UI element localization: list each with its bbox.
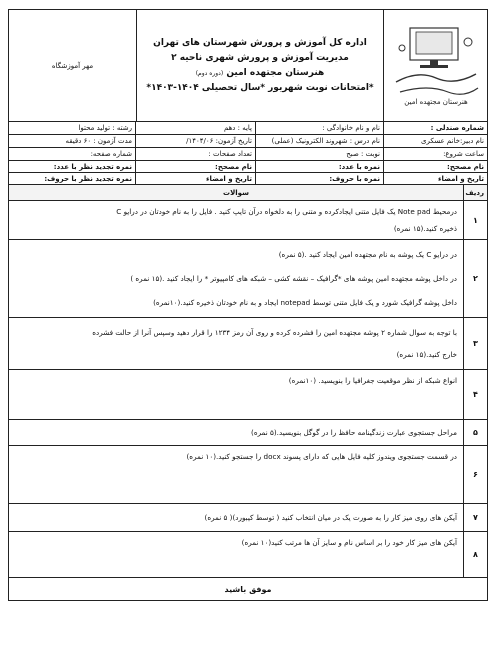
question-number: ۸ [464,532,488,578]
school-logo [384,10,488,122]
review-score-numeric: نمره تجدید نظر با عدد: [9,161,136,173]
question-text: مراحل جستجوی عبارت زندگینامه حافظ را در گوگل بنویسید.(۵ نمره) [9,420,464,446]
svg-text:هنرستان مجتهده امین: هنرستان مجتهده امین [403,97,468,106]
exam-date: تاریخ آزمون: ۱۴۰۴/۰۶/ [136,135,256,148]
reviewer-name: نام مصحح: [136,161,256,173]
question-text: آیکن های میز کار خود را بر اساس نام و سایز آن ها مرتب کنید(۱۰ نمره) [9,532,464,578]
exam-title: *امتحانات نوبت شهریور *سال تحصیلی ۱۴۰۴-۱۴۰۳* [146,82,374,93]
review-score-words: نمره تجدید نظر با حروف: [9,173,136,185]
closing-message: موفق باشید [9,578,488,601]
org-line-1: اداره کل آموزش و پرورش شهرستان های تهران [153,37,367,48]
reviewer-signature: تاریخ و امضاء [136,173,256,185]
school-logo-icon [388,22,484,108]
grading-box [8,160,488,185]
seat-number: شماره صندلی : [384,122,488,135]
exam-duration: مدت آزمون : ۶۰ دقیقه [9,135,136,148]
question-number: ۵ [464,420,488,446]
col-row-number: ردیف [464,185,488,201]
school-name: هنرستان مجتهده امین (دوره دوم) [195,67,325,78]
question-text: در قسمت جستجوی ویندوز کلیه فایل هایی که دارای پسوند docx را جستجو کنید.(۱۰ نمره) [9,446,464,504]
score-words: نمره با حروف: [256,173,384,185]
question-row [9,318,488,370]
question-row [9,370,488,420]
school-seal-box [9,10,137,122]
student-name: نام و نام خانوادگی : [256,122,384,135]
grader-signature: تاریخ و امضاء [384,173,488,185]
question-row [9,201,488,240]
question-row [9,420,488,446]
org-line-2: مدیریت آموزش و پرورش شهری ناحیه ۲ [171,52,349,63]
question-number: ۷ [464,504,488,532]
question-number: ۱ [464,201,488,240]
page-number: شماره صفحه: [9,148,136,161]
page-count: تعداد صفحات : [136,148,256,161]
question-row [9,446,488,504]
question-text: با توجه به سوال شماره ۲ پوشه مجتهده امین را فشرده کرده و روی آن رمز ۱۲۳۴ را قرار دهید وسپس آنرا از حالت فشرده خارج کنید.(۱۵ نمره) [9,318,464,370]
seal-label: مهر آموزشگاه [51,61,94,70]
exam-sheet [8,9,488,633]
field-of-study: رشته : تولید محتوا [9,122,136,135]
col-questions: سوالات [9,185,464,201]
question-row [9,532,488,578]
student-info [8,121,488,161]
question-number: ۴ [464,370,488,420]
teacher-name: نام دبیر:خانم عسکری [384,135,488,148]
session: نوبت : صبح [256,148,384,161]
start-time: ساعت شروع: [384,148,488,161]
header-titles [137,10,384,122]
exam-header [8,9,488,122]
score-numeric: نمره با عدد: [256,161,384,173]
question-number: ۳ [464,318,488,370]
question-row [9,504,488,532]
question-text: انواع شبکه از نظر موقعیت جغرافیا را بنویسید. (۱۰نمره) [9,370,464,420]
question-row [9,240,488,318]
grader-name: نام مصحح: [384,161,488,173]
question-text: درمحیط Note pad یک فایل متنی ایجادکرده و متنی را به دلخواه درآن تایپ کنید . فایل را به نام خودتان در درایو C ذخیره کنید.(۱۵ نمره) [9,201,464,240]
questions-table [8,184,488,601]
question-number: ۶ [464,446,488,504]
grade-level: پایه : دهم [136,122,256,135]
school-sub: (دوره دوم) [195,69,224,77]
question-text: در درایو C یک پوشه به نام مجتهده امین ایجاد کنید .(۵ نمره) در داخل پوشه مجتهده امین پوشه های *گرافیک – نقشه کشی – شبکه های کامپیوتر * را ایجاد کنید .(۱۵ نمره ) داخل پوشه گرافیک شورد و یک فایل متنی توسط notepad ایجاد و به نام خودتان ذخیره کنید.(۱۰نمره) [9,240,464,318]
question-text: آیکن های روی میز کار را به صورت یک در میان انتخاب کنید ( توسط کیبورد)( ۵ نمره) [9,504,464,532]
question-number: ۲ [464,240,488,318]
course-name: نام درس : شهروند الکترونیک (عملی) [256,135,384,148]
